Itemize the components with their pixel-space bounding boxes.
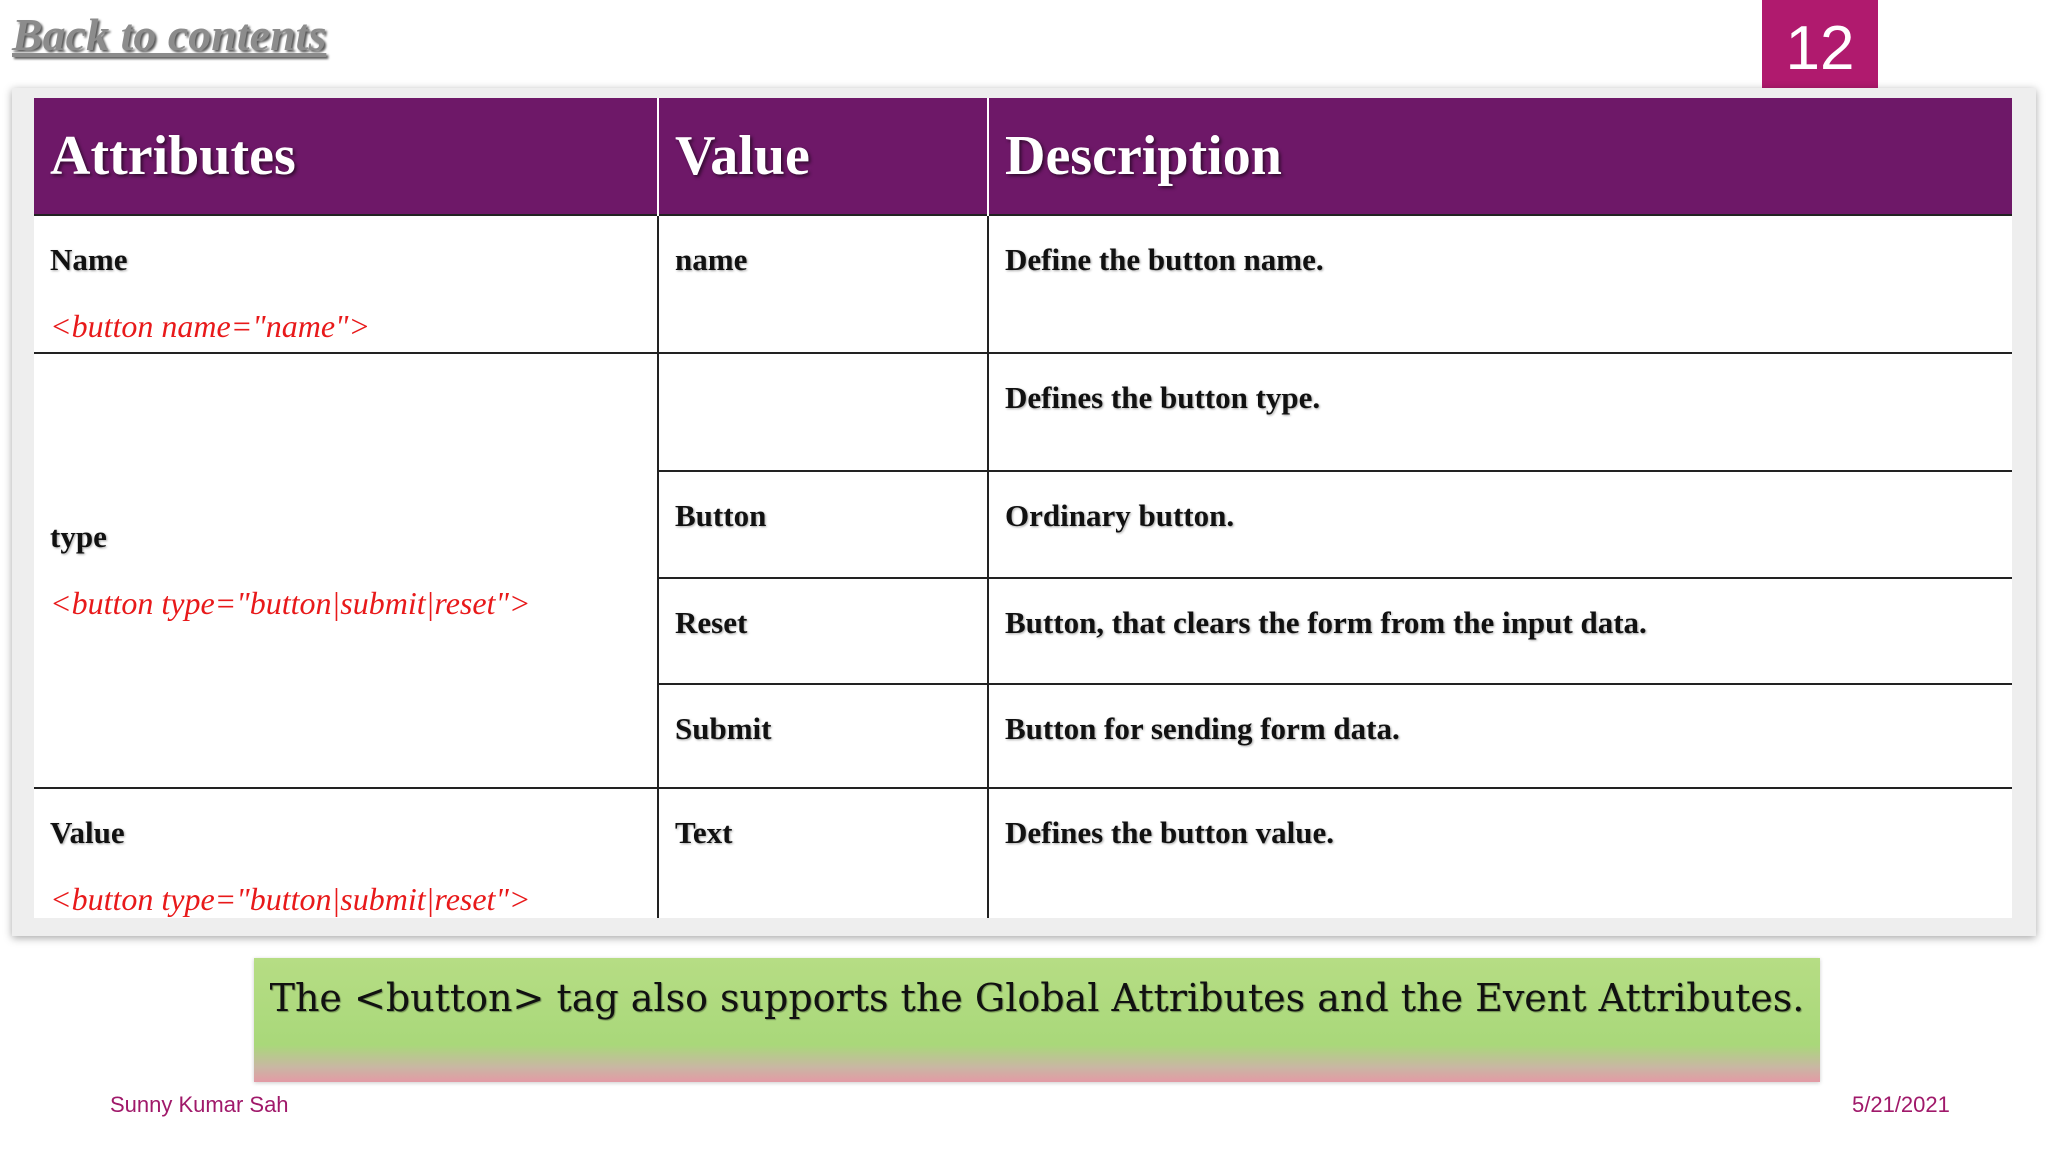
table-row-type: [34, 353, 2012, 471]
description-cell: Button for sending form data.: [988, 684, 2012, 788]
description-cell: Defines the button type.: [988, 353, 2012, 471]
attribute-cell: [34, 788, 658, 918]
footer-author: Sunny Kumar Sah: [110, 1092, 289, 1117]
attribute-cell: [34, 353, 658, 788]
description-cell: Defines the button value.: [988, 788, 2012, 918]
note-text: The <button> tag also supports the Global Attributes and the Event Attributes.: [269, 976, 1805, 1020]
description-cell: Button, that clears the form from the input data.: [988, 578, 2012, 684]
table-row-name: [34, 215, 2012, 353]
value-cell: Reset: [658, 578, 988, 684]
table-header-row: [34, 98, 2012, 215]
value-cell: Submit: [658, 684, 988, 788]
attribute-code-example: <button type="button|submit|reset">: [50, 585, 531, 621]
header-value: Value: [658, 98, 988, 215]
attribute-code-example: <button name="name">: [50, 308, 371, 344]
back-to-contents-link[interactable]: Back to contents: [12, 9, 327, 60]
value-cell: name: [658, 215, 988, 353]
slide-number-badge: 12: [1762, 0, 1878, 98]
value-cell: Text: [658, 788, 988, 918]
attribute-code-example: <button type="button|submit|reset">: [50, 881, 531, 917]
attribute-cell: [34, 215, 658, 353]
attribute-name: Value: [50, 815, 125, 850]
footer-date: 5/21/2021: [1852, 1092, 1950, 1117]
table-row-value: [34, 788, 2012, 918]
description-cell: Ordinary button.: [988, 471, 2012, 578]
attribute-name: Name: [50, 242, 128, 277]
header-description: Description: [988, 98, 2012, 215]
header-attributes: Attributes: [34, 98, 658, 215]
note-banner: [254, 958, 1820, 1082]
description-cell: Define the button name.: [988, 215, 2012, 353]
attribute-name: type: [50, 519, 107, 554]
value-cell: [658, 353, 988, 471]
attributes-table: [34, 98, 2012, 918]
value-cell: Button: [658, 471, 988, 578]
